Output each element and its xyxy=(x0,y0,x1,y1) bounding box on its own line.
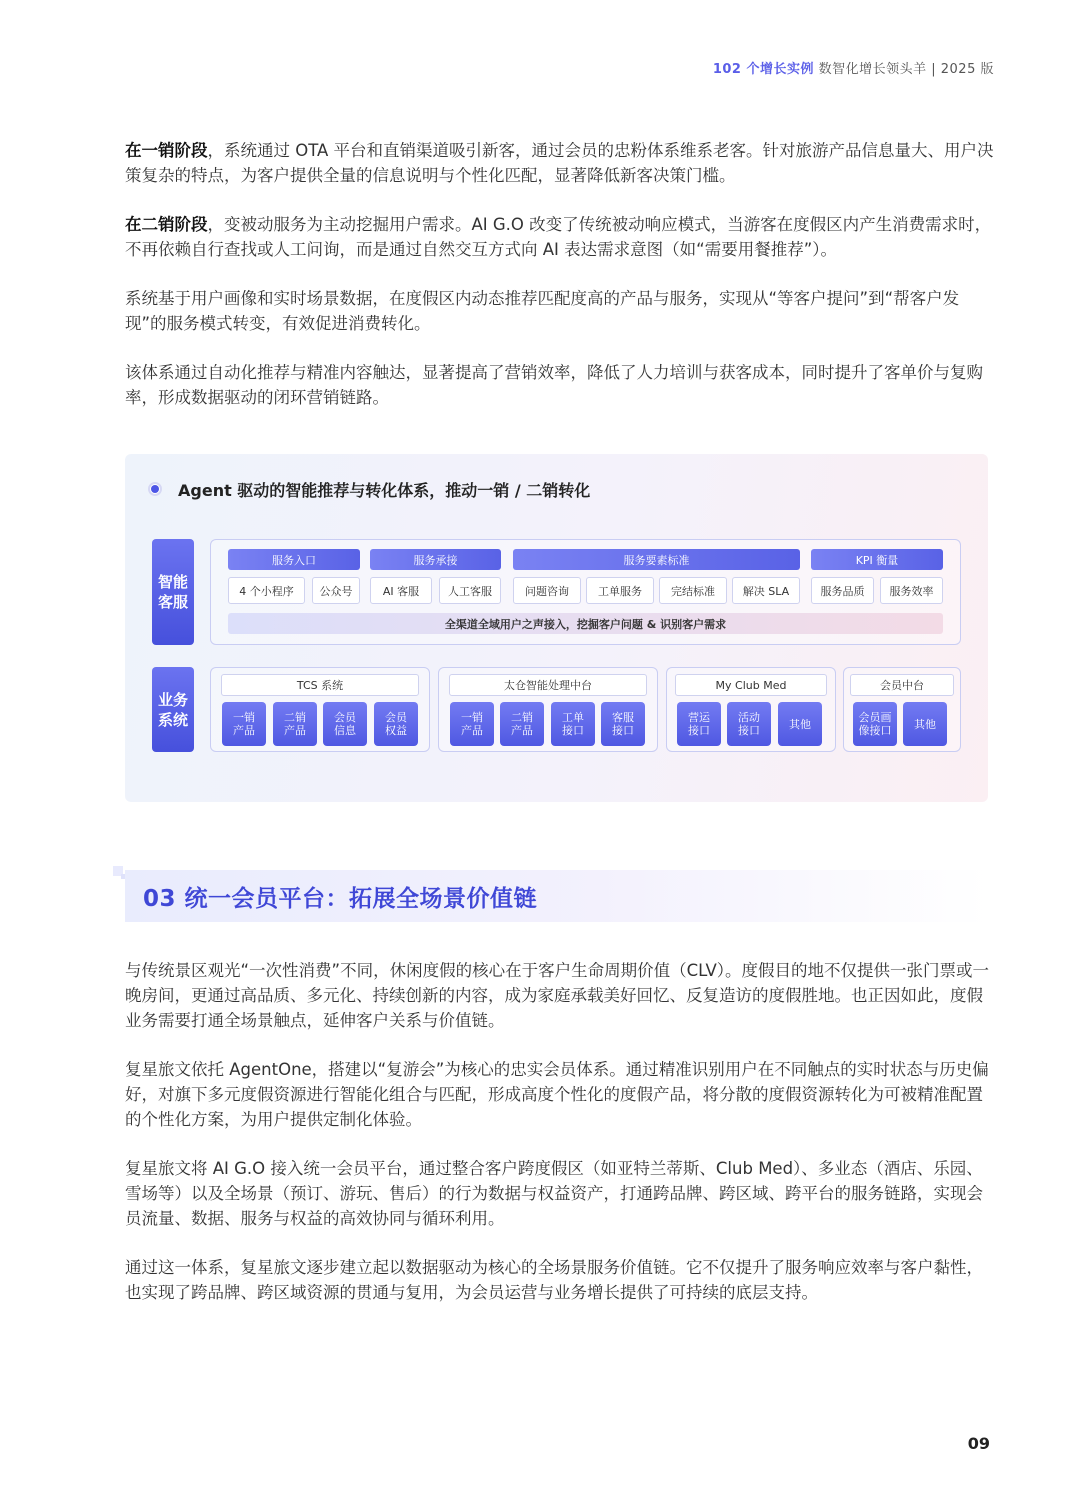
system-title: 会员中台 xyxy=(850,674,954,696)
paragraph-2-lead: 在二销阶段 xyxy=(125,215,208,234)
system-title: TCS 系统 xyxy=(221,674,419,696)
group-item: 服务效率 xyxy=(880,577,943,604)
section-title: 03 统一会员平台：拓展全场景价值链 xyxy=(143,886,538,912)
bullet-icon xyxy=(148,482,162,496)
paragraph-1-lead: 在一销阶段 xyxy=(125,141,208,160)
paragraph-8: 通过这一体系，复星旅文逐步建立起以数据驱动为核心的全场景服务价值链。它不仅提升了服务响应效率与客户黏性，也实现了跨品牌、跨区域资源的贯通与复用，为会员运营与业务增长提供了可持续的底层支持。 xyxy=(125,1258,983,1302)
group-item: 人工客服 xyxy=(439,577,501,604)
group-label: KPI 衡量 xyxy=(811,549,943,570)
group-item: 解决 SLA xyxy=(732,577,800,604)
paragraph-6: 复星旅文依托 AgentOne，搭建以“复游会”为核心的忠实会员体系。通过精准识别用户在不同触点的实时状态与历史偏好，对旗下多元度假资源进行智能化组合与匹配，形成高度个性化的度假产品，将分散的度假资源转化为可被精准配置的个性化方案，为用户提供定制化体验。 xyxy=(125,1060,989,1129)
system-module: 一销 产品 xyxy=(450,702,494,746)
paragraph-7: 复星旅文将 AI G.O 接入统一会员平台，通过整合客户跨度假区（如亚特兰蒂斯、Club Med）、多业态（酒店、乐园、雪场等）以及全场景（预订、游玩、售后）的行为数据与权益资产，打通跨品牌、跨区域、跨平台的服务链路，实现会员流量、数据、服务与权益的高效协同与循环利用。 xyxy=(125,1159,983,1228)
system-module: 一销 产品 xyxy=(222,702,266,746)
group-item: 4 个小程序 xyxy=(228,577,305,604)
group-label: 服务入口 xyxy=(228,549,360,570)
paragraph-5: 与传统景区观光“一次性消费”不同，休闲度假的核心在于客户生命周期价值（CLV）。度假目的地不仅提供一张门票或一晚房间，更通过高品质、多元化、持续创新的内容，成为家庭承载美好回忆、反复造访的度假胜地。也正因如此，度假业务需要打通全场景触点，延伸客户关系与价值链。 xyxy=(125,961,990,1030)
system-title: My Club Med xyxy=(675,674,827,696)
system-module: 会员 信息 xyxy=(323,702,367,746)
system-title: 太仓智能处理中台 xyxy=(449,674,647,696)
system-module: 其他 xyxy=(903,702,947,746)
paragraph-1-text: ，系统通过 OTA 平台和直销渠道吸引新客，通过会员的忠粉体系维系老客。针对旅游产品信息量大、用户决策复杂的特点，为客户提供全量的信息说明与个性化匹配，显著降低新客决策门槛。 xyxy=(125,141,994,185)
group-item: 公众号 xyxy=(312,577,360,604)
paragraph-2 xyxy=(125,212,995,262)
group-label: 服务要素标准 xyxy=(513,549,800,570)
paragraph-2-text: ，变被动服务为主动挖掘用户需求。AI G.O 改变了传统被动响应模式，当游客在度假区内产生消费需求时，不再依赖自行查找或人工问询，而是通过自然交互方式向 AI 表达需求意图（如“需要用餐推荐”）。 xyxy=(125,215,992,259)
page-number: 09 xyxy=(967,1434,990,1453)
system-module: 二销 产品 xyxy=(500,702,544,746)
header-title: 数智化增长领头羊 | 2025 版 xyxy=(818,62,994,77)
system-module: 其他 xyxy=(778,702,822,746)
row-label-customer-service: 智能客服 xyxy=(152,539,194,645)
group-item: 问题咨询 xyxy=(513,577,581,604)
system-module: 活动 接口 xyxy=(727,702,771,746)
paragraph-3: 系统基于用户画像和实时场景数据，在度假区内动态推荐匹配度高的产品与服务，实现从“等客户提问”到“帮客户发现”的服务模式转变，有效促进消费转化。 xyxy=(125,289,960,333)
row-label-business-systems: 业务系统 xyxy=(152,667,194,752)
paragraph-4: 该体系通过自动化推荐与精准内容触达，显著提高了营销效率，降低了人力培训与获客成本，同时提升了客单价与复购率，形成数据驱动的闭环营销链路。 xyxy=(125,363,983,407)
group-item: 工单服务 xyxy=(586,577,654,604)
header-accent: 102 个增长实例 xyxy=(712,62,814,77)
diagram-title-row xyxy=(148,477,590,501)
system-module: 营运 接口 xyxy=(677,702,721,746)
diagram-title: Agent 驱动的智能推荐与转化体系，推动一销 / 二销转化 xyxy=(178,480,591,500)
paragraph-1 xyxy=(125,138,995,188)
group-label: 服务承接 xyxy=(370,549,501,570)
group-item: AI 客服 xyxy=(370,577,432,604)
voice-of-customer-bar: 全渠道全域用户之声接入，挖掘客户问题 & 识别客户需求 xyxy=(228,613,943,634)
group-item: 完结标准 xyxy=(659,577,727,604)
system-module: 二销 产品 xyxy=(273,702,317,746)
group-item: 服务品质 xyxy=(811,577,874,604)
running-header xyxy=(713,58,994,77)
system-module: 会员 权益 xyxy=(374,702,418,746)
system-module: 客服 接口 xyxy=(601,702,645,746)
system-module: 会员画 像接口 xyxy=(853,702,897,746)
system-module: 工单 接口 xyxy=(551,702,595,746)
